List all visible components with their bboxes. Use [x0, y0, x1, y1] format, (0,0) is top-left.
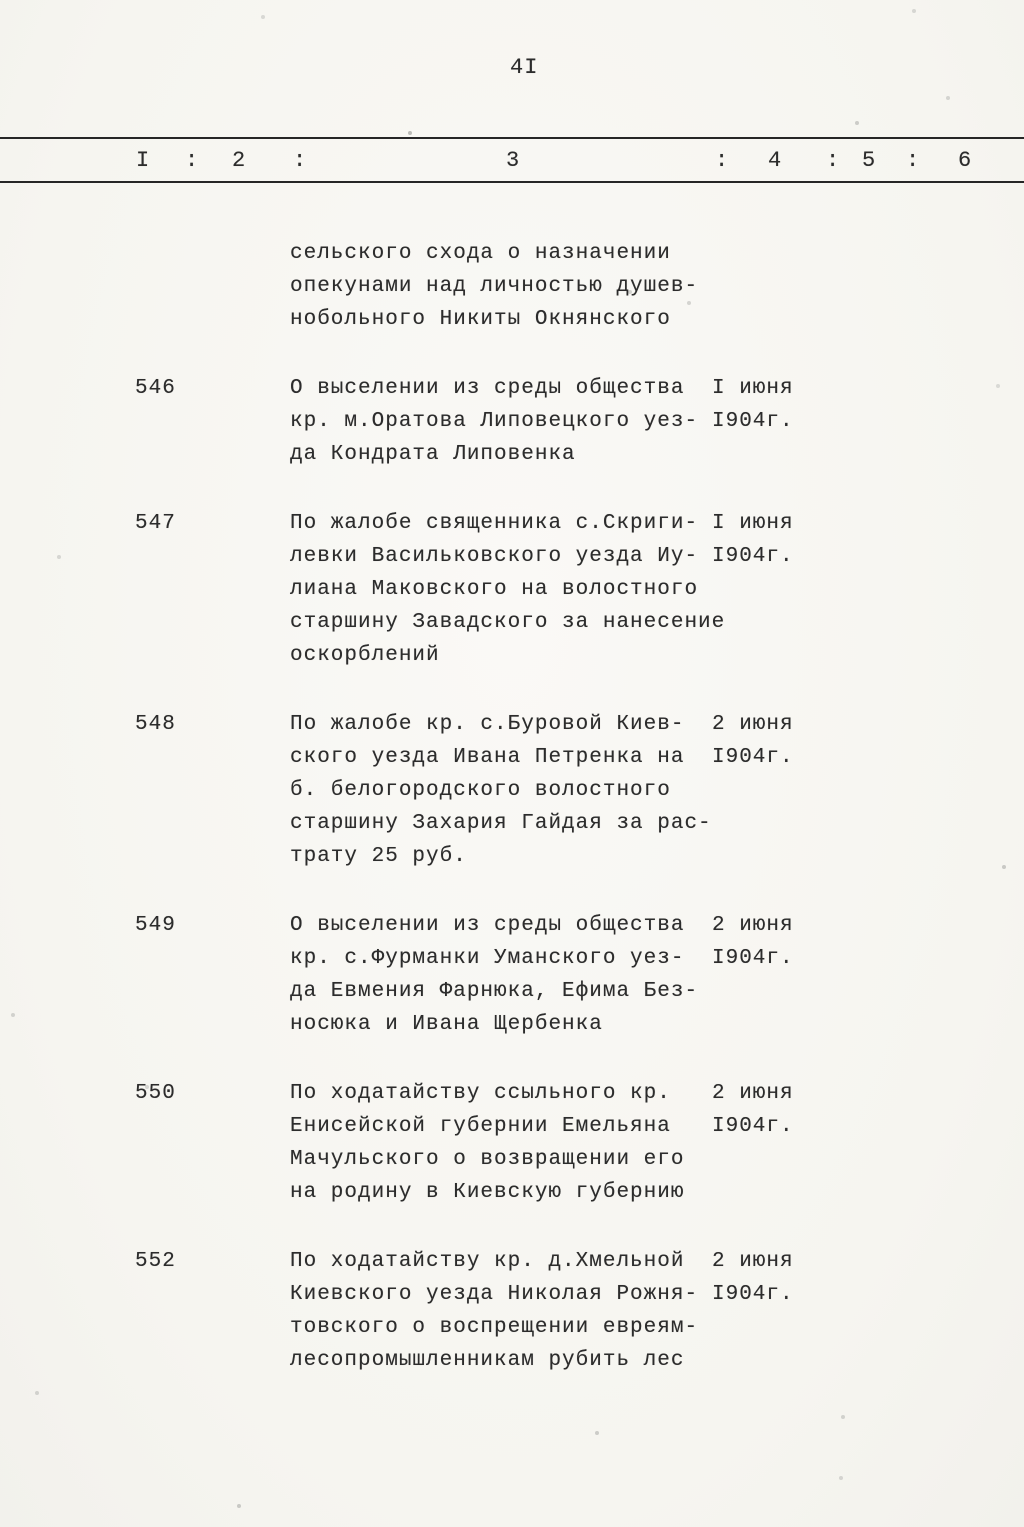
description-line: По ходатайству ссыльного кр. [290, 1082, 671, 1105]
description-line: лесопромышленникам рубить лес [290, 1349, 685, 1372]
table-row [0, 237, 1024, 336]
description-line: старшину Завадского за нанесение [290, 611, 726, 634]
entry-number: 546 [135, 377, 176, 400]
description-line: Енисейской губернии Емельяна [290, 1115, 671, 1138]
table-header-bottom-rule [0, 181, 1024, 183]
entry-number: 547 [135, 512, 176, 535]
description-line: трату 25 руб. [290, 845, 467, 868]
description-line: кр. с.Фурманки Уманского уез- [290, 947, 685, 970]
column-header-6: 6 [958, 148, 973, 173]
description-line: По ходатайству кр. д.Хмельной [290, 1250, 685, 1273]
entry-description [290, 237, 1024, 336]
date-line: 2 июня [712, 914, 794, 937]
entries-list [0, 237, 1024, 1413]
table-header-row [0, 0, 1024, 181]
description-line: носюка и Ивана Щербенка [290, 1013, 603, 1036]
page-number: 4I [510, 55, 539, 80]
description-line: товского о воспрещении евреям- [290, 1316, 699, 1339]
description-line: опекунами над личностью душев- [290, 275, 699, 298]
date-line: I904г. [712, 545, 794, 568]
entry-description [290, 1077, 1024, 1209]
description-line: лиана Маковского на волостного [290, 578, 699, 601]
entry-date [712, 909, 794, 975]
date-line: 2 июня [712, 1250, 794, 1273]
description-line: на родину в Киевскую губернию [290, 1181, 685, 1204]
description-line: б. белогородского волостного [290, 779, 671, 802]
description-line: О выселении из среды общества [290, 914, 685, 937]
date-line: 2 июня [712, 1082, 794, 1105]
date-line: I904г. [712, 746, 794, 769]
description-line: да Кондрата Липовенка [290, 443, 576, 466]
date-line: 2 июня [712, 713, 794, 736]
entry-description [290, 372, 1024, 471]
column-header-3: 3 [506, 148, 521, 173]
description-line: старшину Захария Гайдая за рас- [290, 812, 712, 835]
entry-number: 550 [135, 1082, 176, 1105]
description-line: кр. м.Оратова Липовецкого уез- [290, 410, 699, 433]
table-row [0, 708, 1024, 873]
date-line: I904г. [712, 947, 794, 970]
description-line: левки Васильковского уезда Иу- [290, 545, 699, 568]
column-header-2: 2 [232, 148, 247, 173]
column-separator: : [293, 148, 308, 173]
description-line: нобольного Никиты Окнянского [290, 308, 671, 331]
table-row [0, 372, 1024, 471]
description-line: О выселении из среды общества [290, 377, 685, 400]
entry-date [712, 1077, 794, 1143]
column-separator: : [906, 148, 921, 173]
column-header-1: I [136, 148, 151, 173]
entry-date [712, 1245, 794, 1311]
description-line: ского уезда Ивана Петренка на [290, 746, 685, 769]
entry-description [290, 909, 1024, 1041]
date-line: I904г. [712, 1115, 794, 1138]
entry-date [712, 708, 794, 774]
table-row [0, 1077, 1024, 1209]
table-row [0, 507, 1024, 672]
column-header-4: 4 [768, 148, 783, 173]
description-line: По жалобе кр. с.Буровой Киев- [290, 713, 685, 736]
entry-date [712, 507, 794, 573]
description-line: Мачульского о возвращении его [290, 1148, 685, 1171]
column-header-5: 5 [862, 148, 877, 173]
table-row [0, 1245, 1024, 1377]
description-line: сельского схода о назначении [290, 242, 671, 265]
description-line: оскорблений [290, 644, 440, 667]
date-line: I июня [712, 512, 794, 535]
entry-description [290, 708, 1024, 873]
description-line: По жалобе священника с.Скриги- [290, 512, 699, 535]
date-line: I904г. [712, 410, 794, 433]
description-line: да Евмения Фарнюка, Ефима Без- [290, 980, 699, 1003]
entry-number: 549 [135, 914, 176, 937]
description-line: Киевского уезда Николая Рожня- [290, 1283, 699, 1306]
date-line: I904г. [712, 1283, 794, 1306]
date-line: I июня [712, 377, 794, 400]
column-separator: : [826, 148, 841, 173]
entry-date [712, 372, 794, 438]
entry-number: 548 [135, 713, 176, 736]
entry-description [290, 507, 1024, 672]
table-row [0, 909, 1024, 1041]
column-separator: : [715, 148, 730, 173]
column-separator: : [185, 148, 200, 173]
entry-description [290, 1245, 1024, 1377]
entry-number: 552 [135, 1250, 176, 1273]
